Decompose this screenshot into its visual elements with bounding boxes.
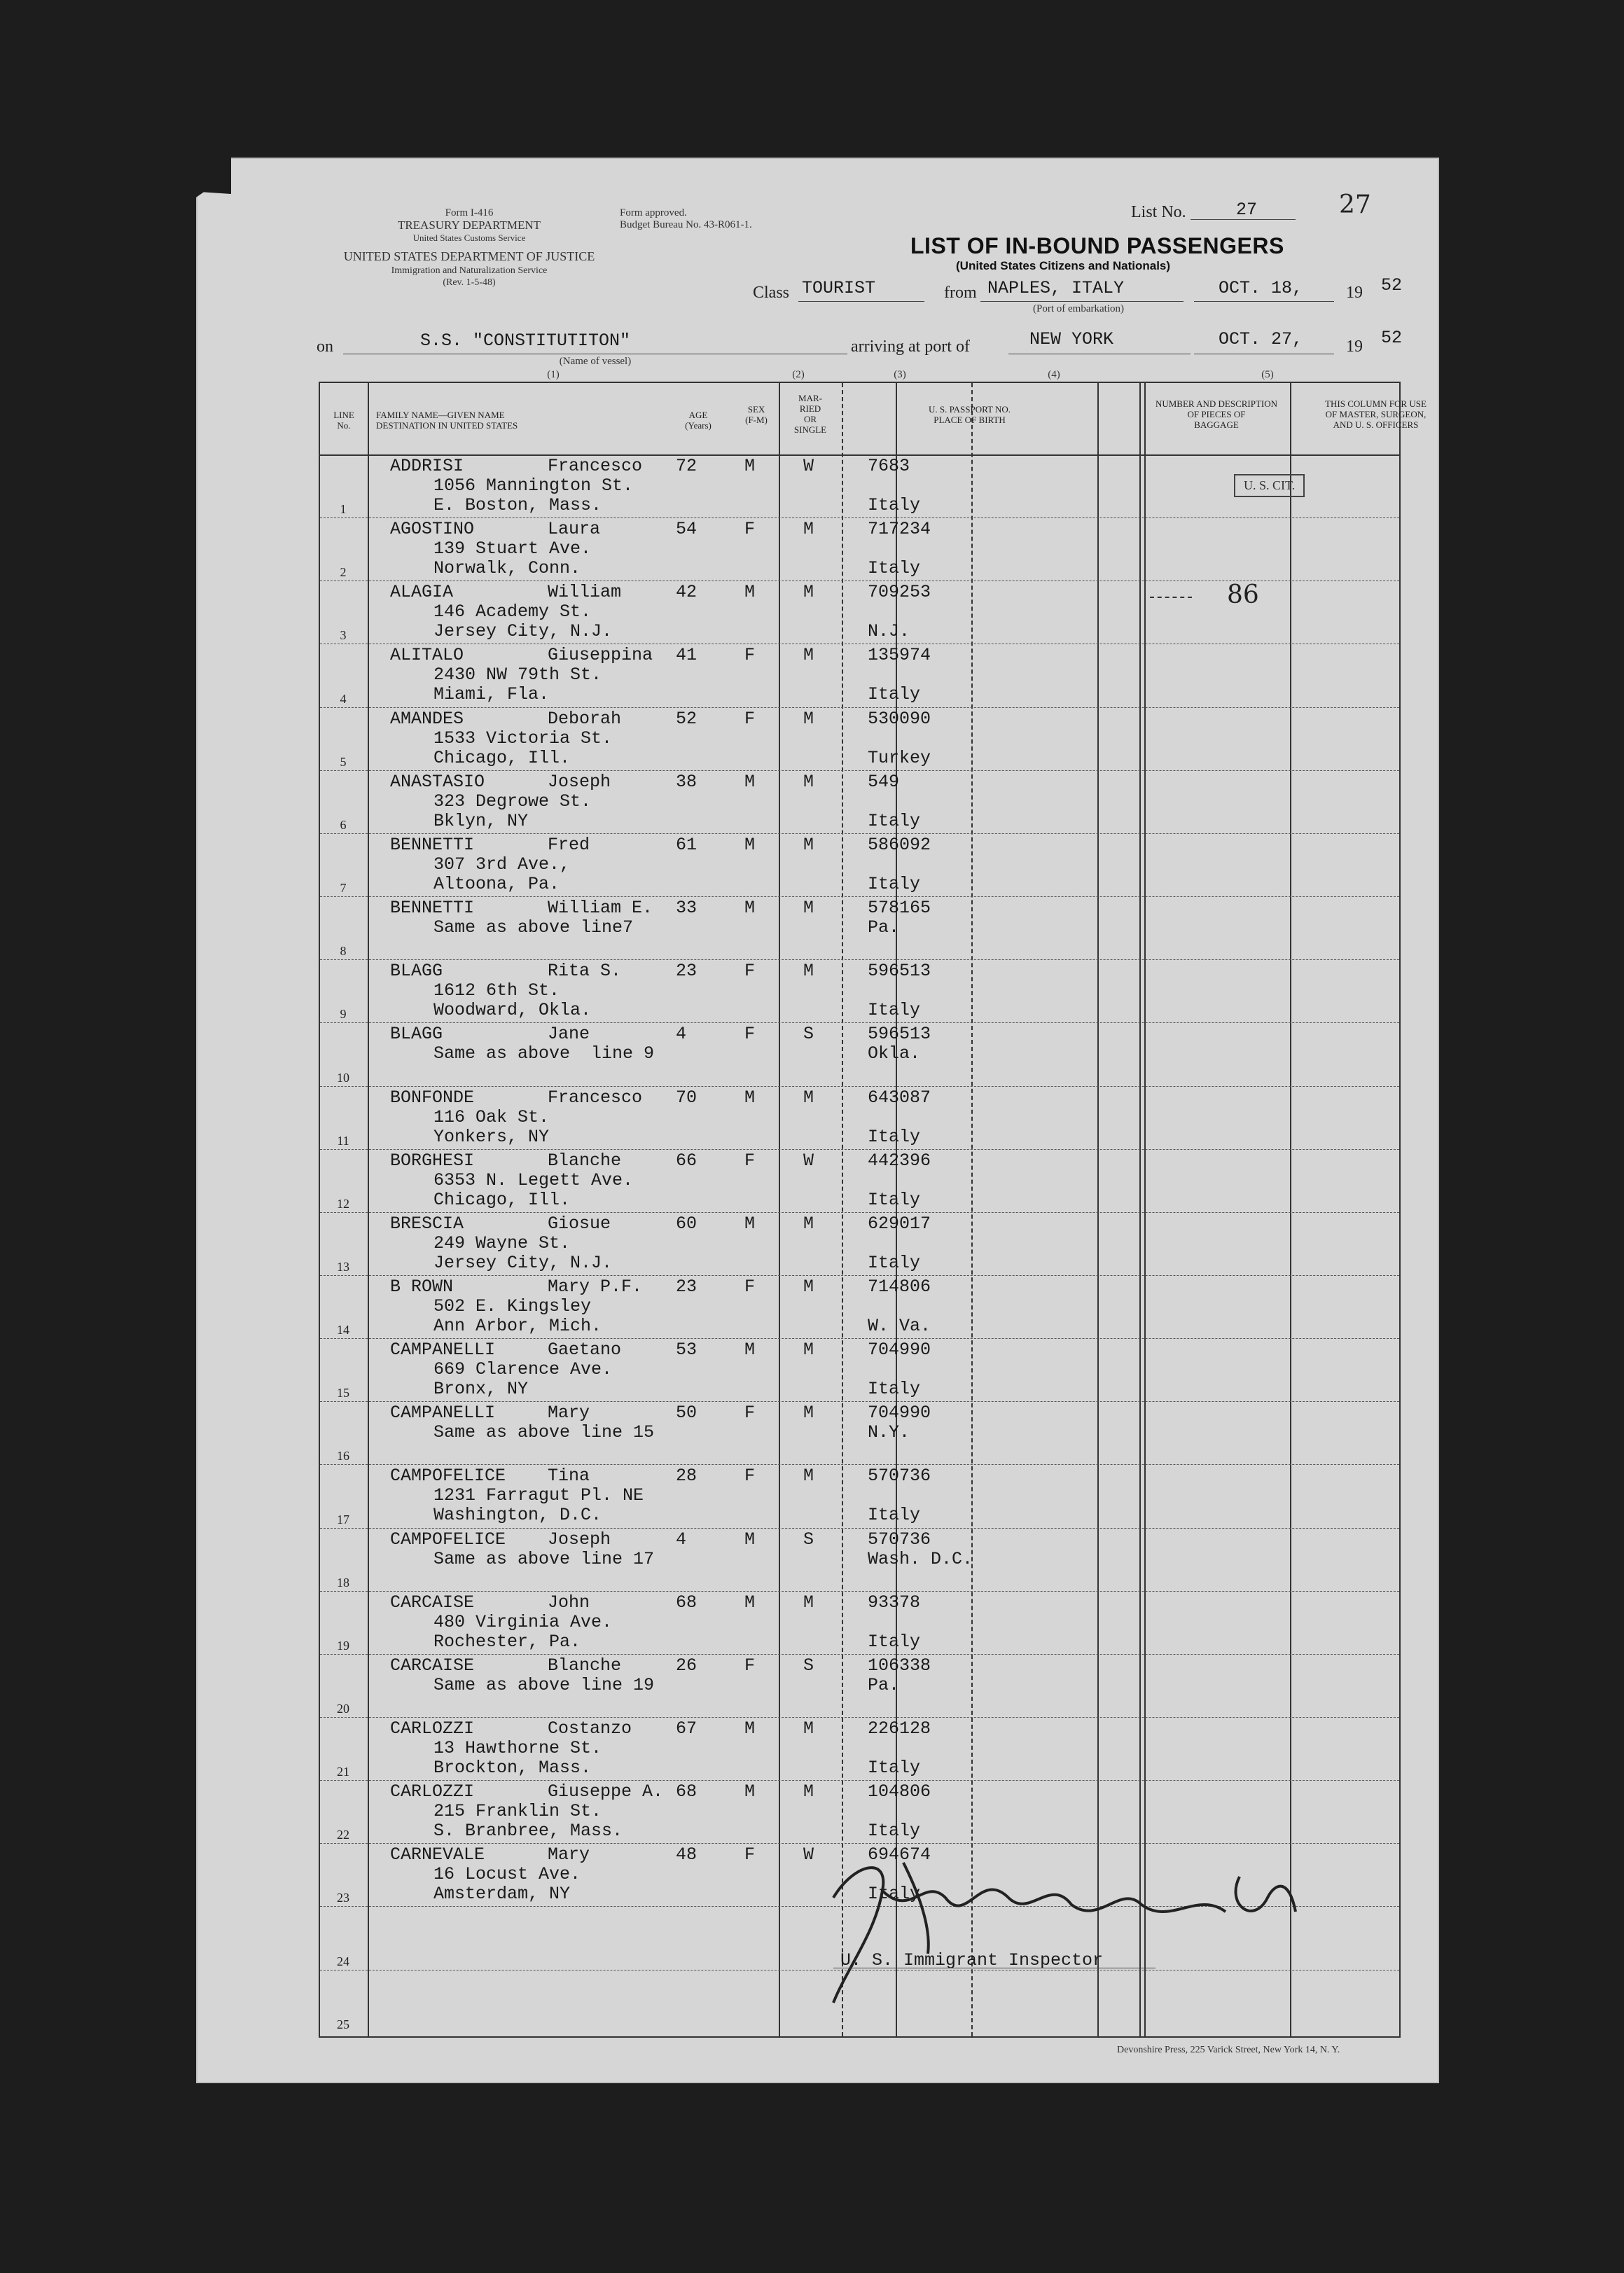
passenger-sex: F	[744, 645, 756, 666]
passenger-age: 26	[676, 1655, 698, 1676]
place-of-birth: Italy	[868, 1379, 921, 1400]
passport-number: 104806	[868, 1781, 931, 1802]
passenger-marital-status: M	[803, 771, 814, 792]
passport-number: 549	[868, 771, 900, 792]
passport-number: 530090	[868, 708, 931, 729]
passenger-name: CAMPANELLI Mary	[390, 1403, 590, 1424]
passenger-name: BRESCIA Giosue	[390, 1213, 611, 1234]
row-divider	[320, 1843, 1399, 1844]
passenger-address-street: 1231 Farragut Pl. NE	[433, 1485, 644, 1506]
passenger-address-city: Brockton, Mass.	[433, 1758, 592, 1778]
passenger-name: BORGHESI Blanche	[390, 1150, 622, 1171]
passenger-address-street: Same as above line 19	[433, 1674, 655, 1695]
from-year-prefix: 19	[1346, 284, 1363, 302]
line-number: 5	[340, 754, 347, 769]
us-citizen-stamp: U. S. CIT.	[1234, 474, 1305, 497]
passenger-address-city: Yonkers, NY	[433, 1126, 550, 1147]
place-of-birth: W. Va.	[868, 1315, 931, 1336]
passport-number: 7683	[868, 456, 910, 476]
passport-number: 596513	[868, 1024, 931, 1045]
passenger-address-street: 13 Hawthorne St.	[433, 1738, 602, 1758]
passenger-name: CAMPOFELICE Joseph	[390, 1529, 611, 1550]
line-number: 24	[337, 1954, 349, 1968]
passport-number: 704990	[868, 1403, 931, 1424]
place-of-birth: Italy	[868, 1126, 921, 1147]
passenger-sex: M	[744, 1718, 756, 1739]
line-number: 25	[337, 2017, 349, 2031]
passenger-marital-status: M	[803, 1466, 814, 1487]
passenger-address-city: Norwalk, Conn.	[433, 558, 581, 579]
passport-number: 694674	[868, 1844, 931, 1865]
passport-number: 704990	[868, 1340, 931, 1361]
passenger-marital-status: W	[803, 1844, 814, 1865]
passenger-marital-status: S	[803, 1024, 814, 1045]
document-subtitle: (United States Citizens and Nationals)	[956, 259, 1171, 272]
col-number-3: (3)	[894, 369, 906, 380]
line-number: 15	[337, 1386, 349, 1400]
passenger-marital-status: M	[803, 1213, 814, 1234]
passenger-address-street: 215 Franklin St.	[433, 1801, 602, 1822]
place-of-birth: Italy	[868, 1631, 921, 1652]
passenger-marital-status: S	[803, 1655, 814, 1676]
row-divider	[320, 517, 1399, 518]
col-header-officers: THIS COLUMN FOR USE OF MASTER, SURGEON, AND U. S. OFFICERS	[1325, 398, 1427, 430]
passenger-address-street: 480 Virginia Ave.	[433, 1611, 613, 1632]
passenger-age: 72	[676, 456, 698, 476]
from-year: 52	[1381, 275, 1403, 296]
passenger-sex: M	[744, 834, 756, 855]
passport-number: 93378	[868, 1592, 921, 1613]
passenger-marital-status: M	[803, 708, 814, 729]
passenger-name: CARLOZZI Giuseppe A.	[390, 1781, 664, 1802]
from-port: NAPLES, ITALY	[987, 278, 1125, 298]
list-no-label: List No.	[1131, 203, 1186, 221]
passenger-sex: M	[744, 1529, 756, 1550]
passenger-age: 38	[676, 771, 698, 792]
passenger-address-city: Washington, D.C.	[433, 1505, 602, 1526]
passenger-name: CARNEVALE Mary	[390, 1844, 590, 1865]
passenger-marital-status: M	[803, 1592, 814, 1613]
passenger-age: 70	[676, 1087, 698, 1108]
line-number: 20	[337, 1702, 349, 1716]
passenger-address-city: Altoona, Pa.	[433, 873, 560, 894]
place-of-birth: Pa.	[868, 917, 900, 938]
place-of-birth: Italy	[868, 873, 921, 894]
arrival-year-prefix: 19	[1346, 338, 1363, 356]
passenger-sex: M	[744, 456, 756, 476]
row-divider	[320, 833, 1399, 834]
line-number: 1	[340, 502, 347, 517]
passenger-age: 54	[676, 519, 698, 540]
place-of-birth: Pa.	[868, 1674, 900, 1695]
passenger-age: 33	[676, 898, 698, 919]
passenger-name: AGOSTINO Laura	[390, 519, 601, 540]
passenger-age: 42	[676, 582, 698, 603]
place-of-birth: N.J.	[868, 621, 910, 642]
passenger-age: 23	[676, 961, 698, 982]
passenger-sex: F	[744, 1276, 756, 1297]
passport-number: 442396	[868, 1150, 931, 1171]
passenger-sex: M	[744, 898, 756, 919]
passenger-marital-status: M	[803, 582, 814, 603]
row-divider	[320, 1401, 1399, 1402]
passenger-name: CARCAISE Blanche	[390, 1655, 622, 1676]
passenger-address-city: Bronx, NY	[433, 1379, 529, 1400]
col-number-2: (2)	[792, 369, 805, 380]
passenger-address-city: Bklyn, NY	[433, 810, 529, 831]
col-number-5: (5)	[1261, 369, 1274, 380]
passenger-address-city: Miami, Fla.	[433, 684, 550, 705]
line-number: 18	[337, 1575, 349, 1590]
passenger-marital-status: M	[803, 1276, 814, 1297]
passenger-address-city: Chicago, Ill.	[433, 1189, 571, 1210]
passenger-marital-status: M	[803, 1718, 814, 1739]
passport-number: 717234	[868, 519, 931, 540]
list-no-handwritten: 27	[1339, 190, 1371, 219]
passport-number: 570736	[868, 1466, 931, 1487]
passenger-address-city: Woodward, Okla.	[433, 1000, 592, 1021]
passenger-address-street: 1056 Mannington St.	[433, 475, 634, 496]
passenger-address-street: Same as above line 9	[433, 1043, 655, 1064]
passenger-marital-status: M	[803, 834, 814, 855]
place-of-birth: Okla.	[868, 1043, 921, 1064]
passenger-sex: F	[744, 961, 756, 982]
passenger-marital-status: S	[803, 1529, 814, 1550]
passenger-marital-status: M	[803, 645, 814, 666]
line-number: 13	[337, 1259, 349, 1274]
passenger-name: BLAGG Rita S.	[390, 961, 622, 982]
passenger-name: ALITALO Giuseppina	[390, 645, 653, 666]
place-of-birth: Turkey	[868, 747, 931, 768]
passport-number: 709253	[868, 582, 931, 603]
passport-number: 586092	[868, 834, 931, 855]
col-header-marital: MAR- RIED OR SINGLE	[793, 393, 827, 435]
passenger-marital-status: W	[803, 1150, 814, 1171]
line-number: 2	[340, 565, 347, 580]
passenger-address-street: 307 3rd Ave.,	[433, 854, 571, 875]
passenger-name: CAMPOFELICE Tina	[390, 1466, 590, 1487]
line-number: 23	[337, 1891, 349, 1905]
passenger-name: CARLOZZI Costanzo	[390, 1718, 632, 1739]
line-number: 19	[337, 1638, 349, 1653]
passenger-sex: F	[744, 1150, 756, 1171]
officer-note: 86	[1227, 581, 1259, 609]
col-header-sex: SEX (F-M)	[745, 404, 768, 425]
passenger-address-city: Rochester, Pa.	[433, 1631, 581, 1652]
passenger-marital-status: M	[803, 1340, 814, 1361]
passenger-name: ADDRISI Francesco	[390, 456, 643, 476]
class-value: TOURIST	[802, 278, 876, 298]
treasury-label: TREASURY DEPARTMENT	[397, 218, 541, 232]
col-header-passport: U. S. PASSPORT NO. PLACE OF BIRTH	[929, 404, 1011, 425]
passenger-name: B ROWN Mary P.F.	[390, 1276, 643, 1297]
passenger-sex: M	[744, 582, 756, 603]
line-number: 8	[340, 944, 347, 959]
passenger-marital-status: M	[803, 1781, 814, 1802]
passenger-age: 53	[676, 1340, 698, 1361]
passenger-address-street: Same as above line 17	[433, 1548, 655, 1569]
line-number: 14	[337, 1323, 349, 1337]
place-of-birth: Wash. D.C.	[868, 1548, 973, 1569]
col-number-1: (1)	[547, 369, 560, 380]
place-of-birth: Italy	[868, 1758, 921, 1778]
col-header-line: LINE No.	[333, 410, 354, 431]
place-of-birth: Italy	[868, 1189, 921, 1210]
line-number: 22	[337, 1828, 349, 1842]
passenger-address-street: 6353 N. Legett Ave.	[433, 1169, 634, 1190]
passenger-age: 68	[676, 1592, 698, 1613]
passenger-marital-status: M	[803, 1087, 814, 1108]
col-header-age: AGE (Years)	[685, 410, 712, 431]
passenger-address-street: 116 Oak St.	[433, 1106, 550, 1127]
passenger-age: 41	[676, 645, 698, 666]
line-number: 17	[337, 1512, 349, 1527]
arrival-date: OCT. 27,	[1219, 329, 1303, 349]
row-divider	[320, 1528, 1399, 1529]
passenger-sex: M	[744, 1592, 756, 1613]
passenger-age: 4	[676, 1529, 687, 1550]
passenger-name: AMANDES Deborah	[390, 708, 622, 729]
form-approved: Form approved.	[620, 207, 687, 218]
passenger-address-street: 16 Locust Ave.	[433, 1864, 581, 1885]
row-divider	[320, 1086, 1399, 1087]
from-label: from	[944, 284, 977, 302]
passport-number: 578165	[868, 898, 931, 919]
row-divider	[320, 1338, 1399, 1339]
passenger-age: 28	[676, 1466, 698, 1487]
passenger-address-street: 146 Academy St.	[433, 602, 592, 623]
place-of-birth: Italy	[868, 558, 921, 579]
place-of-birth: Italy	[868, 1884, 921, 1905]
passenger-marital-status: W	[803, 456, 814, 476]
arrival-year: 52	[1381, 328, 1403, 348]
arrival-port: NEW YORK	[1029, 329, 1114, 349]
line-number: 12	[337, 1196, 349, 1211]
col-header-name: FAMILY NAME—GIVEN NAME DESTINATION IN UNITED STATES	[376, 410, 518, 431]
document-title: LIST OF IN-BOUND PASSENGERS	[910, 233, 1284, 258]
passenger-address-street: 502 E. Kingsley	[433, 1295, 592, 1316]
passport-number: 629017	[868, 1213, 931, 1234]
passport-number: 106338	[868, 1655, 931, 1676]
line-number: 7	[340, 881, 347, 896]
place-of-birth: N.Y.	[868, 1422, 910, 1443]
passenger-sex: M	[744, 1087, 756, 1108]
place-of-birth: Italy	[868, 1821, 921, 1842]
row-divider	[320, 1212, 1399, 1213]
passenger-age: 66	[676, 1150, 698, 1171]
passenger-age: 68	[676, 1781, 698, 1802]
passenger-sex: F	[744, 1655, 756, 1676]
passport-number: 643087	[868, 1087, 931, 1108]
line-number: 16	[337, 1449, 349, 1464]
officer-dash	[1150, 597, 1192, 598]
passport-number: 570736	[868, 1529, 931, 1550]
passport-number: 714806	[868, 1276, 931, 1297]
passport-number: 596513	[868, 961, 931, 982]
row-divider	[320, 1464, 1399, 1465]
passenger-name: CARCAISE John	[390, 1592, 590, 1613]
line-number: 9	[340, 1007, 347, 1022]
passenger-address-city: S. Branbree, Mass.	[433, 1821, 623, 1842]
on-label: on	[317, 338, 333, 356]
place-of-birth: Italy	[868, 1000, 921, 1021]
passenger-marital-status: M	[803, 961, 814, 982]
passenger-address-street: Same as above line 15	[433, 1422, 655, 1443]
row-divider	[320, 1022, 1399, 1023]
passenger-address-city: E. Boston, Mass.	[433, 495, 602, 515]
row-divider	[320, 770, 1399, 771]
passenger-name: BENNETTI William E.	[390, 898, 653, 919]
passenger-sex: F	[744, 708, 756, 729]
line-number: 3	[340, 628, 347, 643]
passenger-sex: M	[744, 1781, 756, 1802]
ins-label: Immigration and Naturalization Service	[391, 265, 548, 276]
row-divider	[320, 959, 1399, 960]
passenger-age: 50	[676, 1403, 698, 1424]
passenger-age: 4	[676, 1024, 687, 1045]
passenger-name: BONFONDE Francesco	[390, 1087, 643, 1108]
line-number: 21	[337, 1765, 349, 1779]
vessel-caption: (Name of vessel)	[559, 356, 632, 367]
customs-label: United States Customs Service	[412, 232, 526, 243]
passport-number: 135974	[868, 645, 931, 666]
justice-label: UNITED STATES DEPARTMENT OF JUSTICE	[343, 249, 595, 263]
passenger-address-street: 1533 Victoria St.	[433, 728, 613, 749]
passenger-age: 52	[676, 708, 698, 729]
passenger-address-street: 139 Stuart Ave.	[433, 538, 592, 559]
passenger-address-city: Jersey City, N.J.	[433, 621, 613, 642]
passenger-address-street: Same as above line7	[433, 917, 634, 938]
passenger-table	[319, 382, 1427, 2038]
row-divider	[320, 1591, 1399, 1592]
passenger-age: 61	[676, 834, 698, 855]
arriving-label: arriving at port of	[851, 338, 970, 356]
inspector-title: U. S. Immigrant Inspector	[840, 1950, 1104, 1970]
passport-number: 226128	[868, 1718, 931, 1739]
place-of-birth: Italy	[868, 684, 921, 705]
passenger-address-street: 1612 6th St.	[433, 980, 560, 1001]
row-divider	[320, 1275, 1399, 1276]
from-caption: (Port of embarkation)	[1033, 303, 1124, 314]
place-of-birth: Italy	[868, 1252, 921, 1273]
passenger-sex: M	[744, 1213, 756, 1234]
line-number: 6	[340, 817, 347, 832]
passenger-name: ANASTASIO Joseph	[390, 771, 611, 792]
passenger-address-city: Ann Arbor, Mich.	[433, 1315, 602, 1336]
col-header-baggage: NUMBER AND DESCRIPTION OF PIECES OF BAGGAGE	[1155, 398, 1278, 430]
line-number: 11	[337, 1133, 349, 1148]
passenger-address-street: 249 Wayne St.	[433, 1232, 571, 1253]
place-of-birth: Italy	[868, 1505, 921, 1526]
passenger-age: 60	[676, 1213, 698, 1234]
passenger-address-street: 2430 NW 79th St.	[433, 665, 602, 686]
passenger-age: 67	[676, 1718, 698, 1739]
list-no-value: 27	[1236, 200, 1258, 220]
passenger-address-city: Chicago, Ill.	[433, 747, 571, 768]
vessel-name: S.S. "CONSTITUTITON"	[420, 331, 631, 351]
passenger-name: ALAGIA William	[390, 582, 622, 603]
passenger-sex: F	[744, 1844, 756, 1865]
passenger-age: 23	[676, 1276, 698, 1297]
passenger-address-street: 323 Degrowe St.	[433, 791, 592, 812]
passenger-address-street: 669 Clarence Ave.	[433, 1359, 613, 1380]
row-divider	[320, 1654, 1399, 1655]
class-label: Class	[753, 284, 790, 302]
passenger-marital-status: M	[803, 519, 814, 540]
budget-bureau: Budget Bureau No. 43-R061-1.	[620, 219, 752, 230]
passenger-name: BLAGG Jane	[390, 1024, 590, 1045]
passenger-marital-status: M	[803, 898, 814, 919]
row-divider	[320, 1717, 1399, 1718]
passenger-sex: F	[744, 1466, 756, 1487]
inspector-signature	[805, 1849, 1352, 2017]
place-of-birth: Italy	[868, 810, 921, 831]
printer-footer: Devonshire Press, 225 Varick Street, New York 14, N. Y.	[1117, 2045, 1340, 2055]
passenger-sex: F	[744, 1403, 756, 1424]
col-number-4: (4)	[1048, 369, 1060, 380]
row-divider	[320, 707, 1399, 708]
passenger-sex: F	[744, 519, 756, 540]
place-of-birth: Italy	[868, 495, 921, 515]
passenger-address-city: Amsterdam, NY	[433, 1884, 571, 1905]
passenger-address-city: Jersey City, N.J.	[433, 1252, 613, 1273]
line-number: 10	[337, 1070, 349, 1085]
passenger-sex: F	[744, 1024, 756, 1045]
row-divider	[320, 1149, 1399, 1150]
passenger-name: CAMPANELLI Gaetano	[390, 1340, 622, 1361]
row-divider	[320, 896, 1399, 897]
passenger-age: 48	[676, 1844, 698, 1865]
line-number: 4	[340, 691, 347, 706]
revision-label: (Rev. 1-5-48)	[443, 277, 496, 288]
from-date: OCT. 18,	[1219, 278, 1303, 298]
passenger-sex: M	[744, 771, 756, 792]
form-number: Form I-416	[445, 207, 494, 218]
row-divider	[320, 1780, 1399, 1781]
passenger-name: BENNETTI Fred	[390, 834, 590, 855]
passenger-sex: M	[744, 1340, 756, 1361]
passenger-marital-status: M	[803, 1403, 814, 1424]
